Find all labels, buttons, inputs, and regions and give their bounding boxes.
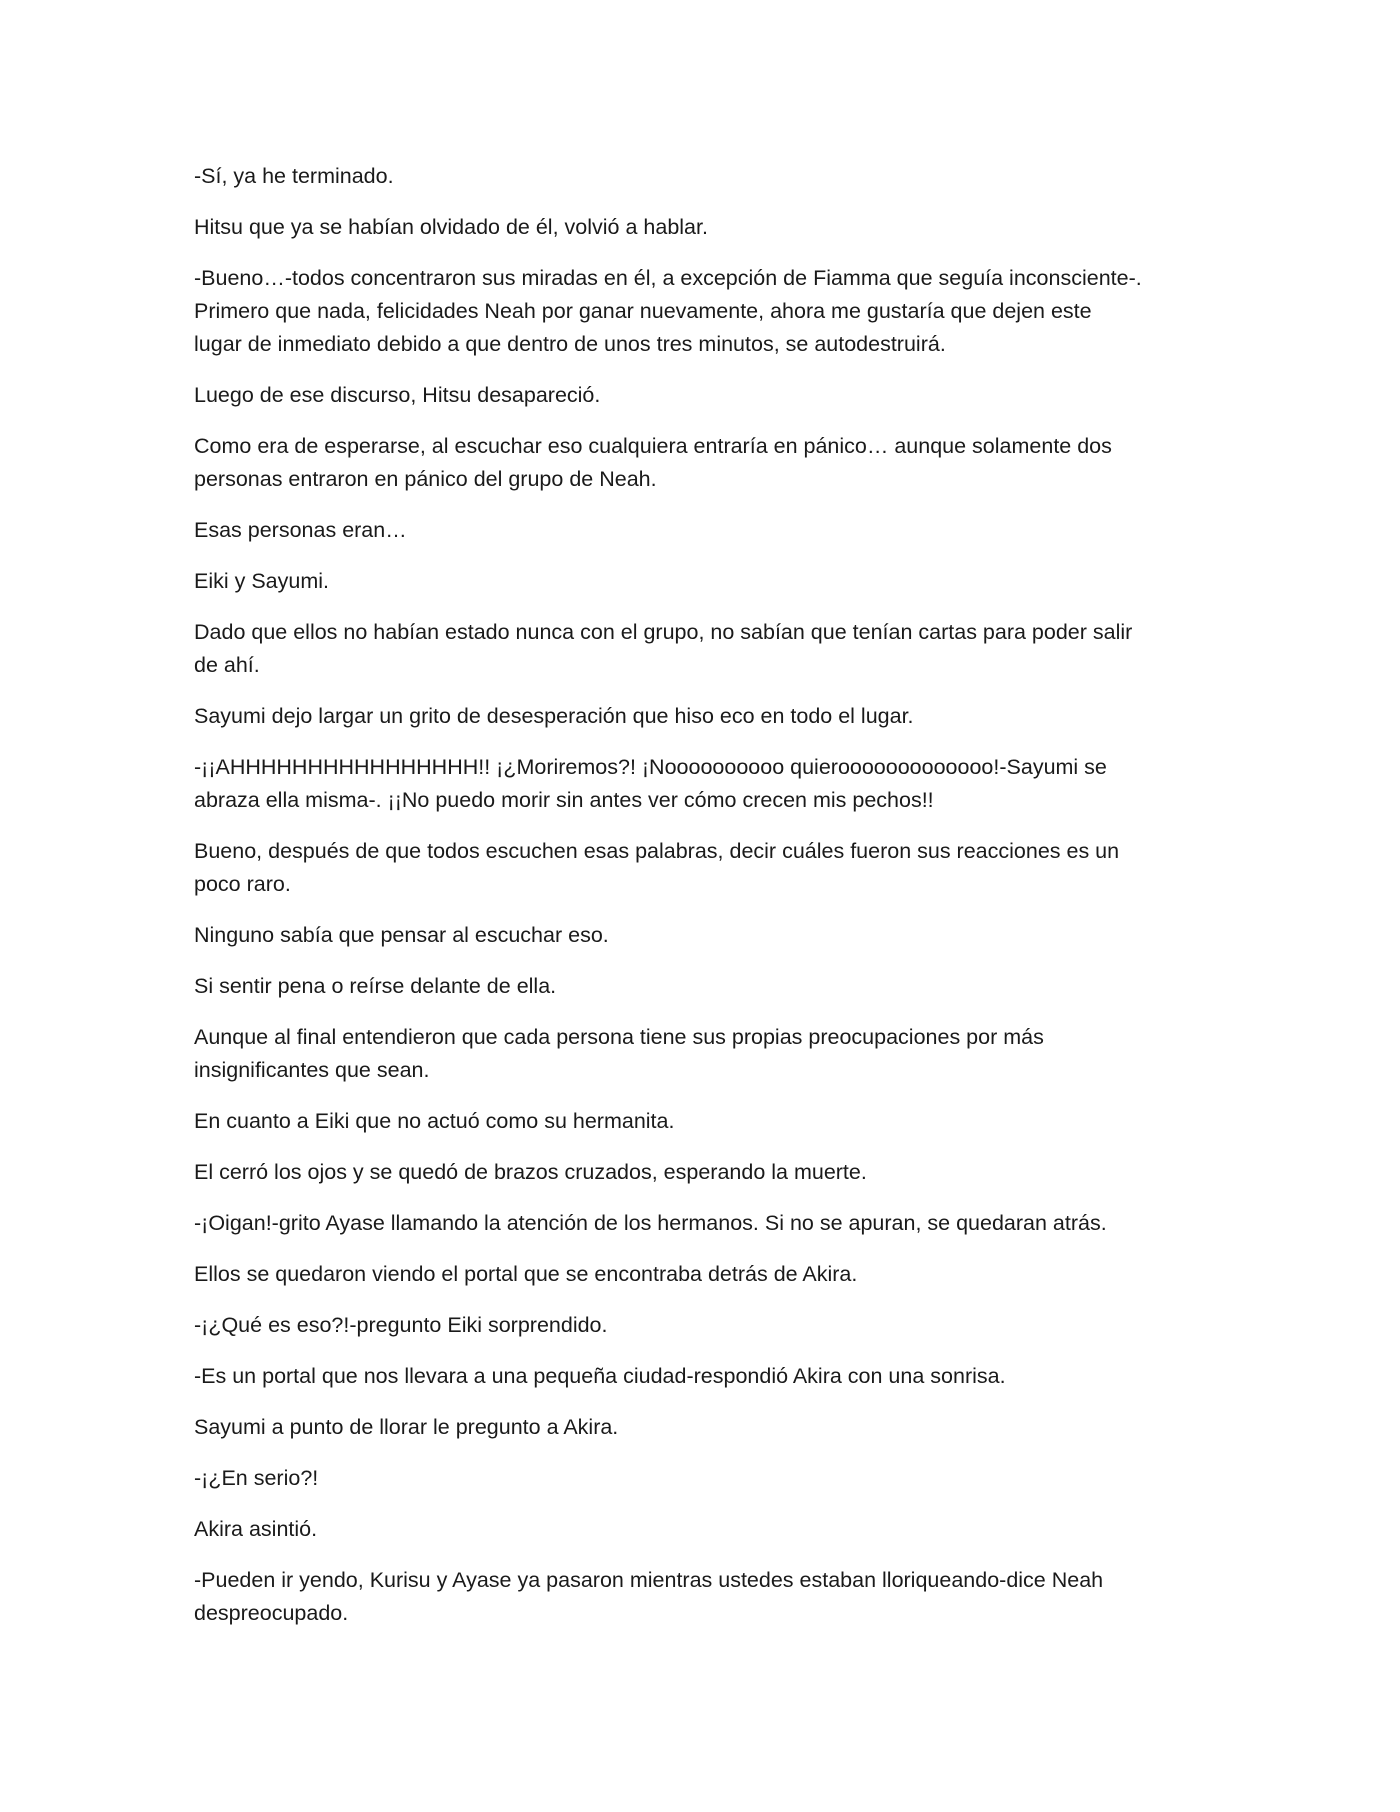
paragraph: El cerró los ojos y se quedó de brazos cruzados, esperando la muerte. [194, 1160, 867, 1184]
paragraph: Sayumi a punto de llorar le pregunto a Akira. [194, 1415, 619, 1439]
paragraph: Aunque al final entendieron que cada persona tiene sus propias preocupaciones por más insignificantes que sean. [194, 1025, 1044, 1082]
paragraph: -Sí, ya he terminado. [194, 164, 394, 188]
paragraph: -¡¡AHHHHHHHHHHHHHHHH!! ¡¿Moriremos?! ¡Noooooooooo quierooooooooooooo!-Sayumi se abraza ella misma-. ¡¡No puedo morir sin antes ver cómo crecen mis pechos!! [194, 755, 1107, 812]
paragraph: Akira asintió. [194, 1517, 318, 1541]
paragraph: -¡¿Qué es eso?!-pregunto Eiki sorprendido. [194, 1313, 608, 1337]
paragraph: Sayumi dejo largar un grito de desesperación que hiso eco en todo el lugar. [194, 704, 914, 728]
paragraph: Como era de esperarse, al escuchar eso cualquiera entraría en pánico… aunque solamente dos personas entraron en pánico del grupo de Neah. [194, 434, 1112, 491]
paragraph: Ellos se quedaron viendo el portal que se encontraba detrás de Akira. [194, 1262, 858, 1286]
paragraph: -Bueno…-todos concentraron sus miradas en él, a excepción de Fiamma que seguía inconsciente-. Primero que nada, felicidades Neah por ganar nuevamente, ahora me gustaría que dejen este lugar de inmediato debido a que dentro de unos tres minutos, se autodestruirá. [194, 266, 1142, 356]
paragraph: Dado que ellos no habían estado nunca con el grupo, no sabían que tenían cartas para poder salir de ahí. [194, 620, 1133, 677]
paragraph: -¡Oigan!-grito Ayase llamando la atención de los hermanos. Si no se apuran, se quedaran atrás. [194, 1211, 1107, 1235]
document-page [194, 160, 1204, 1648]
paragraph: -¡¿En serio?! [194, 1466, 319, 1490]
paragraph: -Es un portal que nos llevara a una pequeña ciudad-respondió Akira con una sonrisa. [194, 1364, 1006, 1388]
paragraph: Bueno, después de que todos escuchen esas palabras, decir cuáles fueron sus reacciones es un poco raro. [194, 839, 1120, 896]
paragraph: Si sentir pena o reírse delante de ella. [194, 974, 557, 998]
paragraph: En cuanto a Eiki que no actuó como su hermanita. [194, 1109, 675, 1133]
paragraph: Luego de ese discurso, Hitsu desapareció. [194, 383, 601, 407]
paragraph: Hitsu que ya se habían olvidado de él, volvió a hablar. [194, 215, 708, 239]
paragraph: -Pueden ir yendo, Kurisu y Ayase ya pasaron mientras ustedes estaban lloriqueando-dice Neah despreocupado. [194, 1568, 1104, 1625]
paragraph: Ninguno sabía que pensar al escuchar eso. [194, 923, 609, 947]
paragraph: Esas personas eran… [194, 518, 407, 542]
paragraph: Eiki y Sayumi. [194, 569, 330, 593]
